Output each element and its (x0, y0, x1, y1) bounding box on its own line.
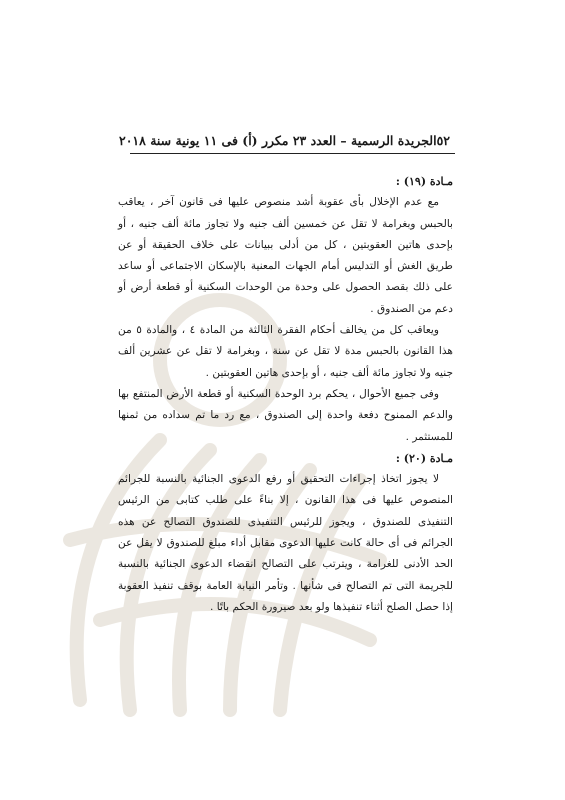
header-divider (130, 153, 455, 154)
article-19-paragraph-1: مع عدم الإخلال بأى عقوبة أشد منصوص عليها فى قانون آخر ، يعاقب بالحبس وبغرامة لا تقل عن خمسين ألف جنيه ولا تجاوز مائة ألف جنيه ، أو بإحدى هاتين العقوبتين ، كل من أدلى ببيانات على خلاف الحقيقة أو عن طريق الغش أو التدليس أمام الجهات المعنية بالإسكان الاجتماعى أو ساعد على ذلك بقصد الحصول على وحدة من الوحدات السكنية أو قطعة أرض أو دعم من الصندوق . (118, 196, 453, 315)
gazette-title: الجريدة الرسمية – العدد ٢٣ مكرر (أ) فى ١١ يونية سنة ٢٠١٨ (118, 133, 437, 148)
document-body (118, 171, 453, 618)
article-20-title: مـادة (٢٠) : (395, 451, 453, 465)
article-19-paragraph-2: ويعاقب كل من يخالف أحكام الفقرة الثالثة من المادة ٤ ، والمادة ٥ من هذا القانون بالحبس مدة لا تقل عن سنة ، وبغرامة لا تقل عن عشرين ألف جنيه ولا تجاوز مائة ألف جنيه ، أو بإحدى هاتين العقوبتين . (118, 324, 453, 379)
page-number: ٥٢ (436, 133, 450, 148)
page-header (118, 133, 450, 148)
article-19-title: مـادة (١٩) : (395, 175, 453, 188)
article-19-paragraph-3: وفى جميع الأحوال ، يحكم برد الوحدة السكنية أو قطعة الأرض المنتفع بها والدعم الممنوح دفعة واحدة إلى الصندوق ، مع رد ما تم سداده من ثمنها للمستثمر . (118, 387, 453, 443)
article-20-paragraph-1: لا يجوز اتخاذ إجراءات التحقيق أو رفع الدعوى الجنائية بالنسبة للجرائم المنصوص عليها فى هذا القانون ، إلا بناءً على طلب كتابى من الرئيس التنفيذى للصندوق ، ويجوز للرئيس التنفيذى للصندوق التصالح عن هذه الجرائم فى أى حالة كانت عليها الدعوى مقابل أداء مبلغ للصندوق لا يقل عن الحد الأدنى للغرامة ، ويترتب على التصالح انقضاء الدعوى الجنائية بالنسبة للجريمة التى تم التصالح فى شأنها . وتأمر النيابة العامة بوقف تنفيذ العقوبة إذا حصل الصلح أثناء تنفيذها ولو بعد صيرورة الحكم باتًا . (118, 473, 453, 613)
